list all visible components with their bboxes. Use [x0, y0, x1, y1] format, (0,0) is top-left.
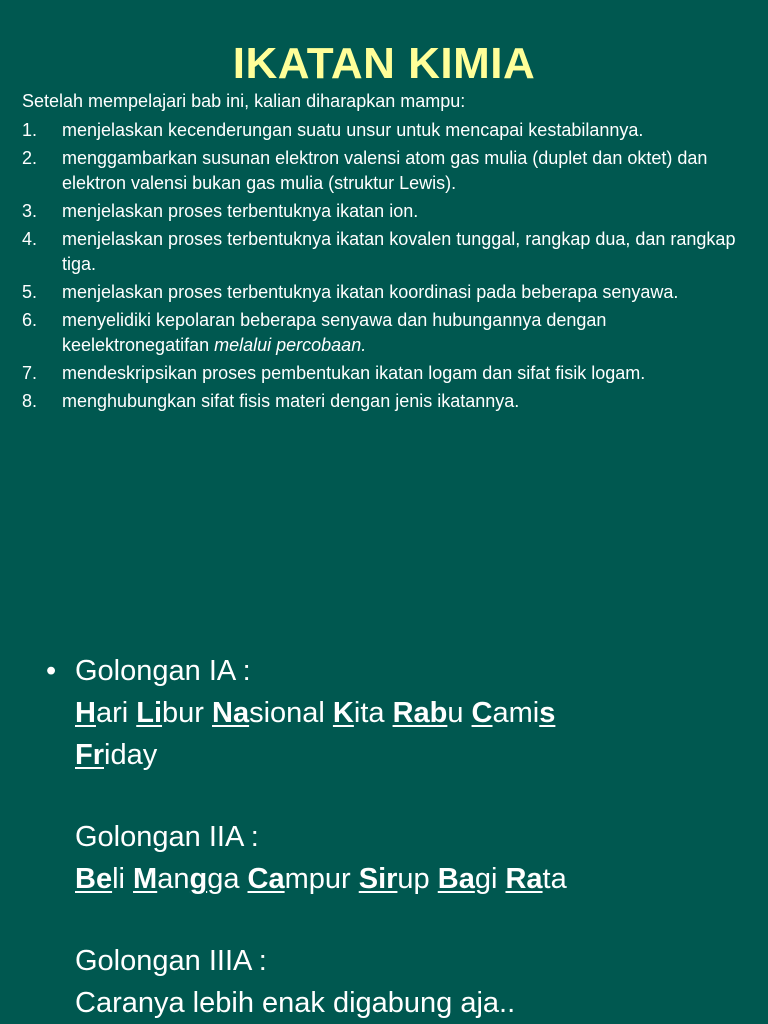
- phrase-segment: li: [112, 863, 134, 895]
- element-symbol-segment: Li: [136, 697, 163, 729]
- mnemonics-section: [46, 650, 746, 1024]
- mnemonic-golongan-ia: [46, 650, 746, 1024]
- objective-number: 3.: [22, 201, 38, 221]
- objective-number: 5.: [22, 282, 38, 302]
- phrase-segment: gi: [474, 863, 506, 895]
- element-symbol-segment: C: [471, 697, 493, 729]
- objective-text: mendeskripsikan proses pembentukan ikatan logam dan sifat fisik logam.: [62, 363, 646, 383]
- objective-number: 2.: [22, 148, 38, 168]
- objective-number: 1.: [22, 120, 38, 140]
- phrase-segment: ita: [353, 697, 393, 729]
- mnemonic-text: Caranya lebih enak digabung aja..: [75, 987, 516, 1019]
- element-symbol-segment: H: [75, 697, 96, 729]
- objective-text: menggambarkan susunan elektron valensi atom gas mulia (duplet dan oktet) dan elektron valensi bukan gas mulia (struktur Lewis).: [62, 148, 708, 193]
- objective-text: menghubungkan sifat fisis materi dengan jenis ikatannya.: [62, 391, 520, 411]
- element-symbol-segment: M: [133, 863, 158, 895]
- phrase-segment: ari: [95, 697, 137, 729]
- phrase-segment: bur: [162, 697, 213, 729]
- slide-title: IKATAN KIMIA: [232, 39, 536, 88]
- phrase-segment: u: [447, 697, 472, 729]
- objective-text: menjelaskan proses terbentuknya ikatan kovalen tunggal, rangkap dua, dan rangkap tiga.: [62, 229, 736, 274]
- intro-text: Setelah mempelajari bab ini, kalian diharapkan mampu:: [22, 91, 466, 111]
- objective-text: menjelaskan kecenderungan suatu unsur untuk mencapai kestabilannya.: [62, 120, 644, 140]
- objective-number: 8.: [22, 391, 38, 411]
- objective-item: [22, 227, 752, 277]
- mnemonic-line: [75, 858, 746, 900]
- phrase-segment: mpur: [284, 863, 359, 895]
- phrase-segment: sional: [249, 697, 333, 729]
- mnemonic-line: [75, 734, 746, 776]
- objective-number: 7.: [22, 363, 38, 383]
- element-symbol-segment: g: [189, 863, 208, 895]
- element-symbol-segment: Na: [212, 697, 250, 729]
- element-symbol-segment: Ba: [437, 863, 475, 895]
- element-symbol-segment: Be: [75, 863, 113, 895]
- objective-italic-text: melalui percobaan.: [214, 335, 367, 355]
- element-symbol-segment: K: [332, 697, 354, 729]
- phrase-segment: iday: [104, 739, 158, 771]
- objective-item: [22, 308, 752, 358]
- mnemonic-heading: Golongan IA :: [75, 655, 251, 687]
- phrase-segment: ga: [207, 863, 248, 895]
- phrase-segment: an: [157, 863, 190, 895]
- objectives-list: [22, 118, 752, 417]
- mnemonic-heading: Golongan IIA :: [75, 821, 259, 853]
- mnemonic-line: [75, 692, 746, 734]
- mnemonic-phrase: [75, 858, 746, 900]
- objective-item: [22, 118, 752, 143]
- element-symbol-segment: Sir: [358, 863, 398, 895]
- objective-item: [22, 280, 752, 305]
- objective-item: [22, 199, 752, 224]
- phrase-segment: up: [397, 863, 438, 895]
- objective-item: [22, 361, 752, 386]
- element-symbol-segment: Fr: [75, 739, 104, 771]
- bullet-icon: •: [46, 655, 57, 687]
- element-symbol-segment: Rab: [392, 697, 448, 729]
- phrase-segment: ami: [492, 697, 540, 729]
- objective-text: menjelaskan proses terbentuknya ikatan ion.: [62, 201, 419, 221]
- element-symbol-segment: Ra: [505, 863, 543, 895]
- objective-number: 4.: [22, 229, 38, 249]
- mnemonic-heading: Golongan IIIA :: [75, 945, 267, 977]
- element-symbol-segment: Ca: [247, 863, 285, 895]
- objective-text: menyelidiki kepolaran beberapa senyawa dan hubungannya dengan keelektronegatifan: [62, 310, 607, 355]
- objective-item: [22, 146, 752, 196]
- mnemonic-phrase: [75, 692, 746, 776]
- phrase-segment: ta: [542, 863, 567, 895]
- objective-item: [22, 389, 752, 414]
- objective-text: menjelaskan proses terbentuknya ikatan koordinasi pada beberapa senyawa.: [62, 282, 679, 302]
- objective-number: 6.: [22, 310, 38, 330]
- element-symbol-segment: s: [539, 697, 556, 729]
